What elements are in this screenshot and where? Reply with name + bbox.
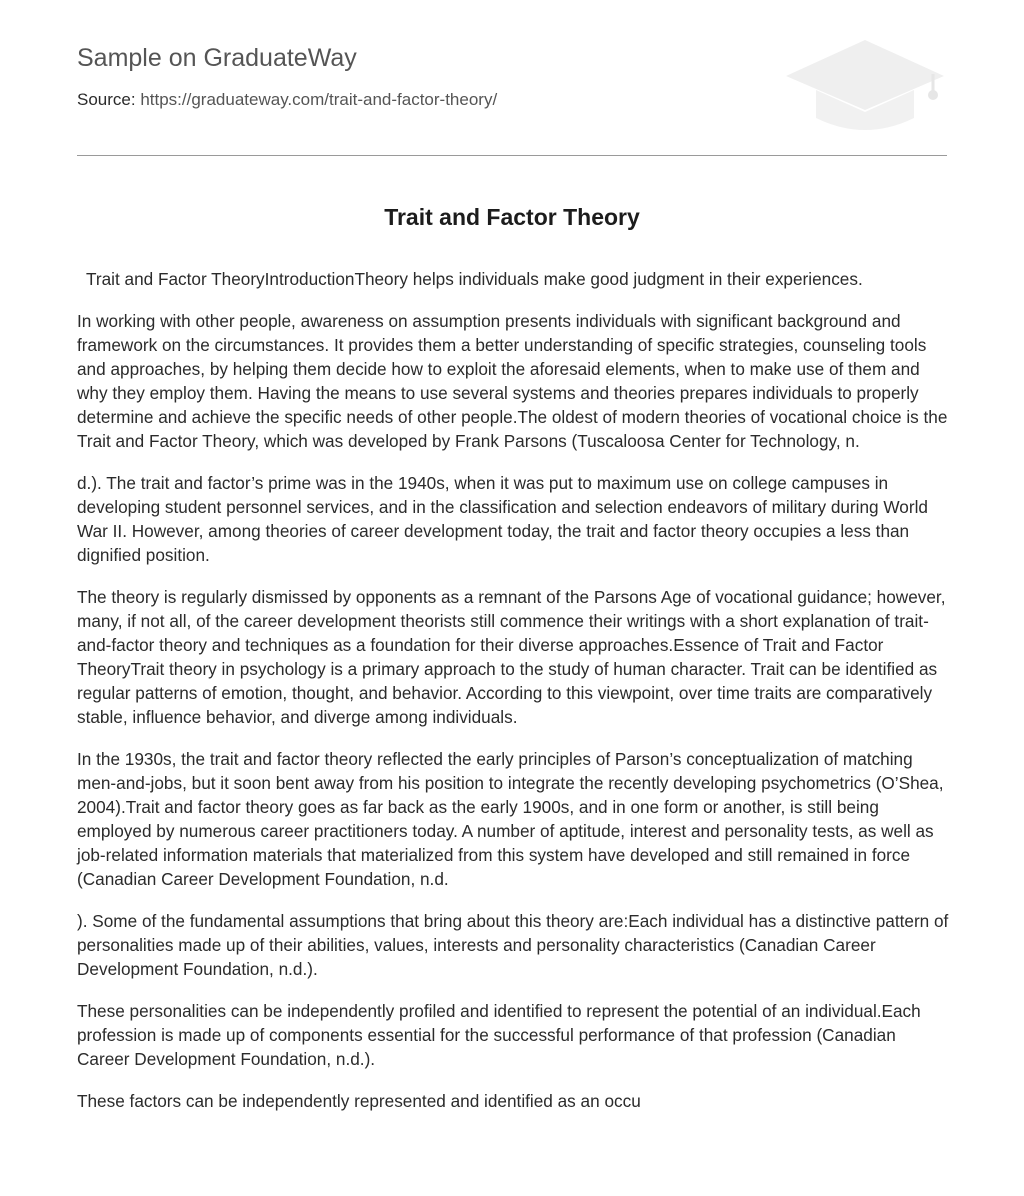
paragraph: Trait and Factor TheoryIntroductionTheory helps individuals make good judgment in their experiences. bbox=[86, 269, 863, 289]
paragraph: These personalities can be independently profiled and identified to represent the potential of an individual.Each profession is made up of components essential for the successful performance of that profession (Canadian Career Development Foundation, n.d.). bbox=[77, 1001, 921, 1069]
document-title: Trait and Factor Theory bbox=[384, 204, 640, 230]
site-title: Sample on GraduateWay bbox=[77, 44, 357, 72]
graduation-cap-icon bbox=[782, 30, 948, 134]
header-divider bbox=[77, 155, 947, 156]
paragraph: ). Some of the fundamental assumptions that bring about this theory are:Each individual has a distinctive pattern of personalities made up of their abilities, values, interests and personality characteristics (Canadian Career Development Foundation, n.d.). bbox=[77, 911, 949, 979]
paragraph: d.). The trait and factor’s prime was in the 1940s, when it was put to maximum use on college campuses in developing student personnel services, and in the classification and selection endeavors of military during World War II. However, among theories of career development today, the trait and factor theory occupies a less than dignified position. bbox=[77, 473, 928, 565]
source-line bbox=[77, 90, 497, 110]
paragraph: These factors can be independently represented and identified as an occu bbox=[77, 1091, 641, 1111]
paragraph: In the 1930s, the trait and factor theory reflected the early principles of Parson’s conceptualization of matching men-and-jobs, but it soon bent away from his position to integrate the recently developing psychometrics (O’Shea, 2004).Trait and factor theory goes as far back as the early 1900s, and in one form or another, is still being employed by numerous career practitioners today. A number of aptitude, interest and personality tests, as well as job-related information materials that materialized from this system have developed and still remained in force (Canadian Career Development Foundation, n.d. bbox=[77, 749, 944, 889]
page-header bbox=[77, 42, 947, 156]
document-body bbox=[77, 267, 949, 1131]
source-label: Source: bbox=[77, 90, 136, 109]
source-link[interactable]: https://graduateway.com/trait-and-factor-theory/ bbox=[140, 90, 498, 109]
paragraph: In working with other people, awareness on assumption presents individuals with significant background and framework on the circumstances. It provides them a better understanding of specific strategies, counseling tools and approaches, by helping them decide how to exploit the aforesaid elements, when to make use of them and why they employ them. Having the means to use several systems and theories prepares individuals to properly determine and achieve the specific needs of other people.The oldest of modern theories of vocational choice is the Trait and Factor Theory, which was developed by Frank Parsons (Tuscaloosa Center for Technology, n. bbox=[77, 311, 948, 451]
paragraph: The theory is regularly dismissed by opponents as a remnant of the Parsons Age of vocational guidance; however, many, if not all, of the career development theorists still commence their writings with a short explanation of trait-and-factor theory and techniques as a foundation for their diverse approaches.Essence of Trait and Factor TheoryTrait theory in psychology is a primary approach to the study of human character. Trait can be identified as regular patterns of emotion, thought, and behavior. According to this viewpoint, over time traits are comparatively stable, influence behavior, and diverge among individuals. bbox=[77, 587, 946, 727]
